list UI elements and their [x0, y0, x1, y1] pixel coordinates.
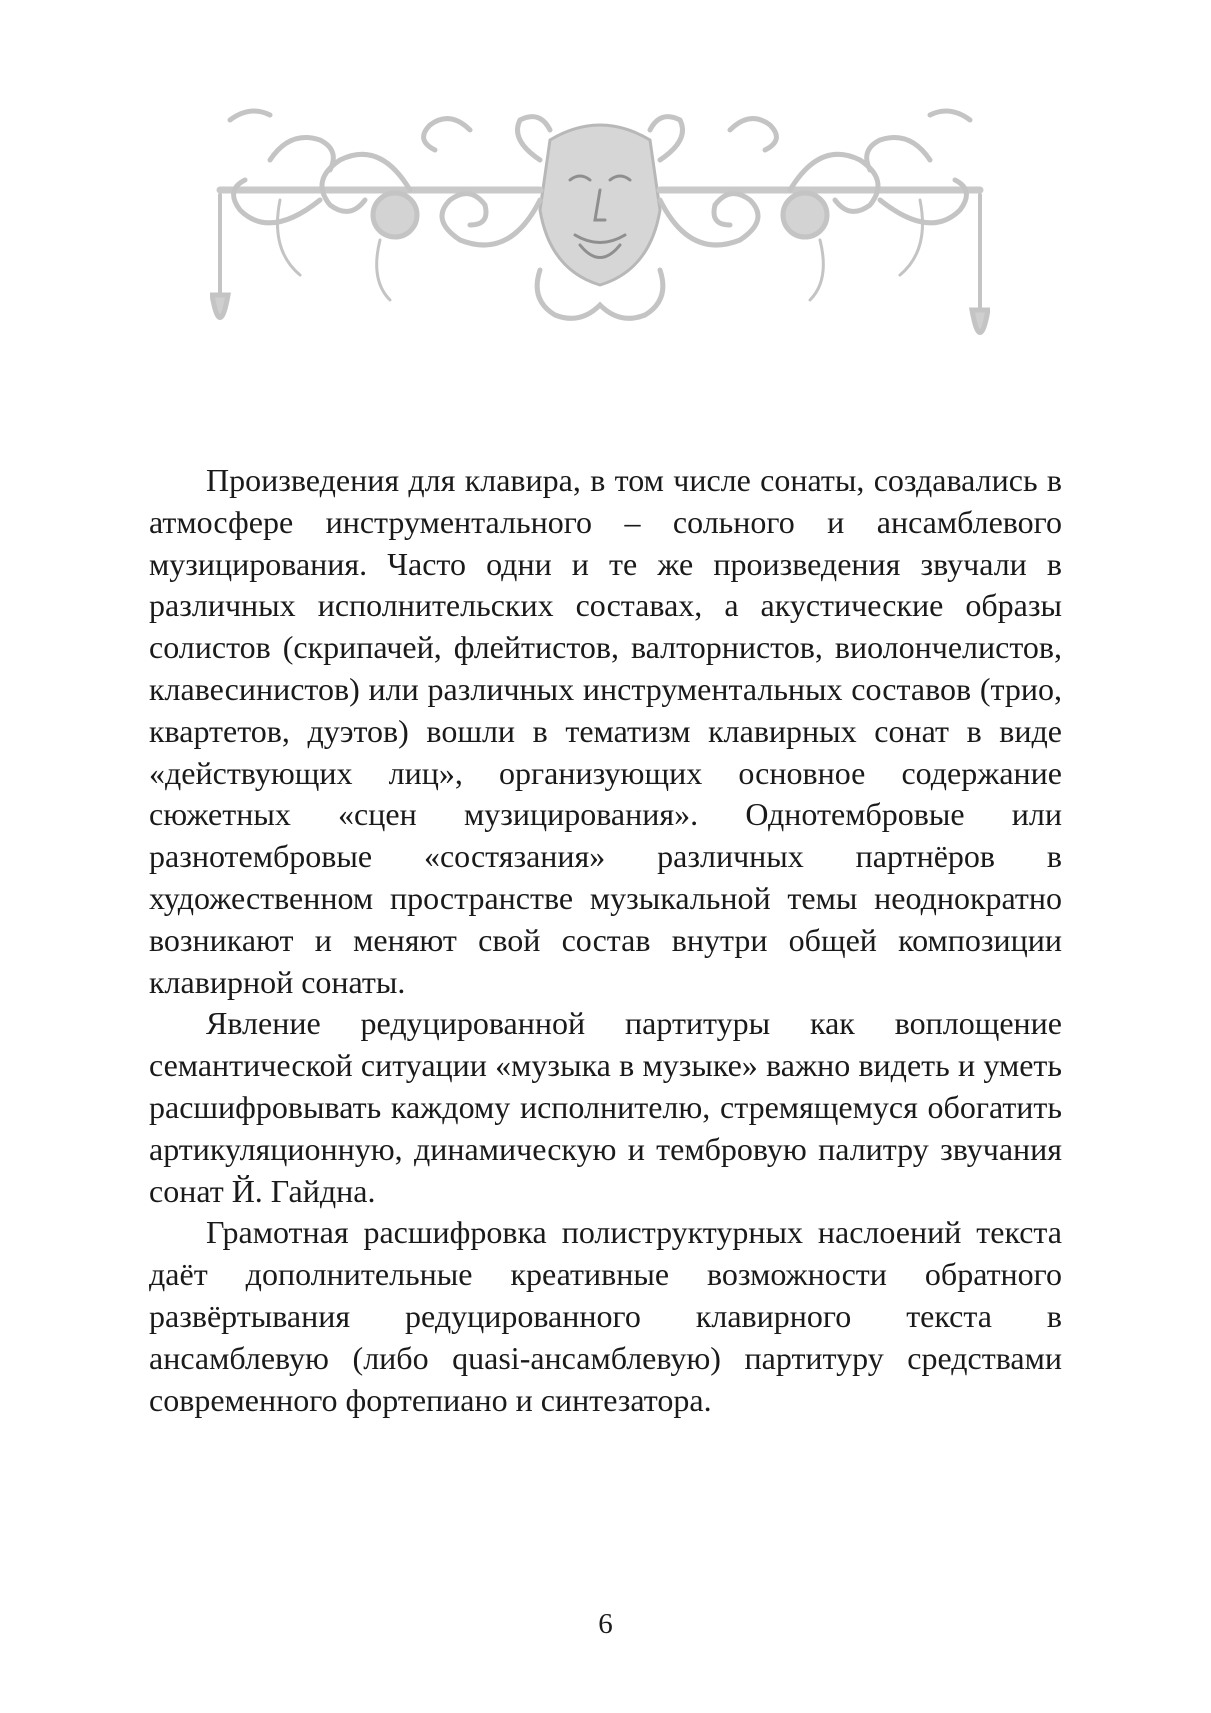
page-number: 6	[598, 1608, 613, 1640]
main-text	[149, 460, 1062, 1421]
baroque-ornament-icon	[210, 100, 990, 360]
paragraph-1: Произведения для клавира, в том числе сонаты, создавались в атмосфере инструментального – сольного и ансамблевого музицирования. Часто одни и те же произведения звучали в различных исполнительских составах, а акустические образы солистов (скрипачей, флейтистов, валторнистов, виолончелистов, клавесинистов) или различных инструментальных составов (трио, квартетов, дуэтов) вошли в тематизм клавирных сонат в виде «действующих лиц», организующих основное содержание сюжетных «сцен музицирования». Однотембровые или разнотембровые «состязания» различных партнёров в художественном пространстве музыкальной темы неоднократно возникают и меняют свой состав внутри общей композиции клавирной сонаты.	[149, 462, 1062, 1000]
paragraph-2: Явление редуцированной партитуры как воплощение семантической ситуации «музыка в музыке» важно видеть и уметь расшифровывать каждому исполнителю, стремящемуся обогатить артикуляционную, динамическую и тембровую палитру звучания сонат Й. Гайдна.	[149, 1005, 1062, 1209]
paragraph-3: Грамотная расшифровка полиструктурных наслоений текста даёт дополнительные креативные возможности обратного развёртывания редуцированного клавирного текста в ансамблевую (либо quasi-ансамблевую) партитуру средствами современного фортепиано и синтезатора.	[149, 1214, 1062, 1418]
